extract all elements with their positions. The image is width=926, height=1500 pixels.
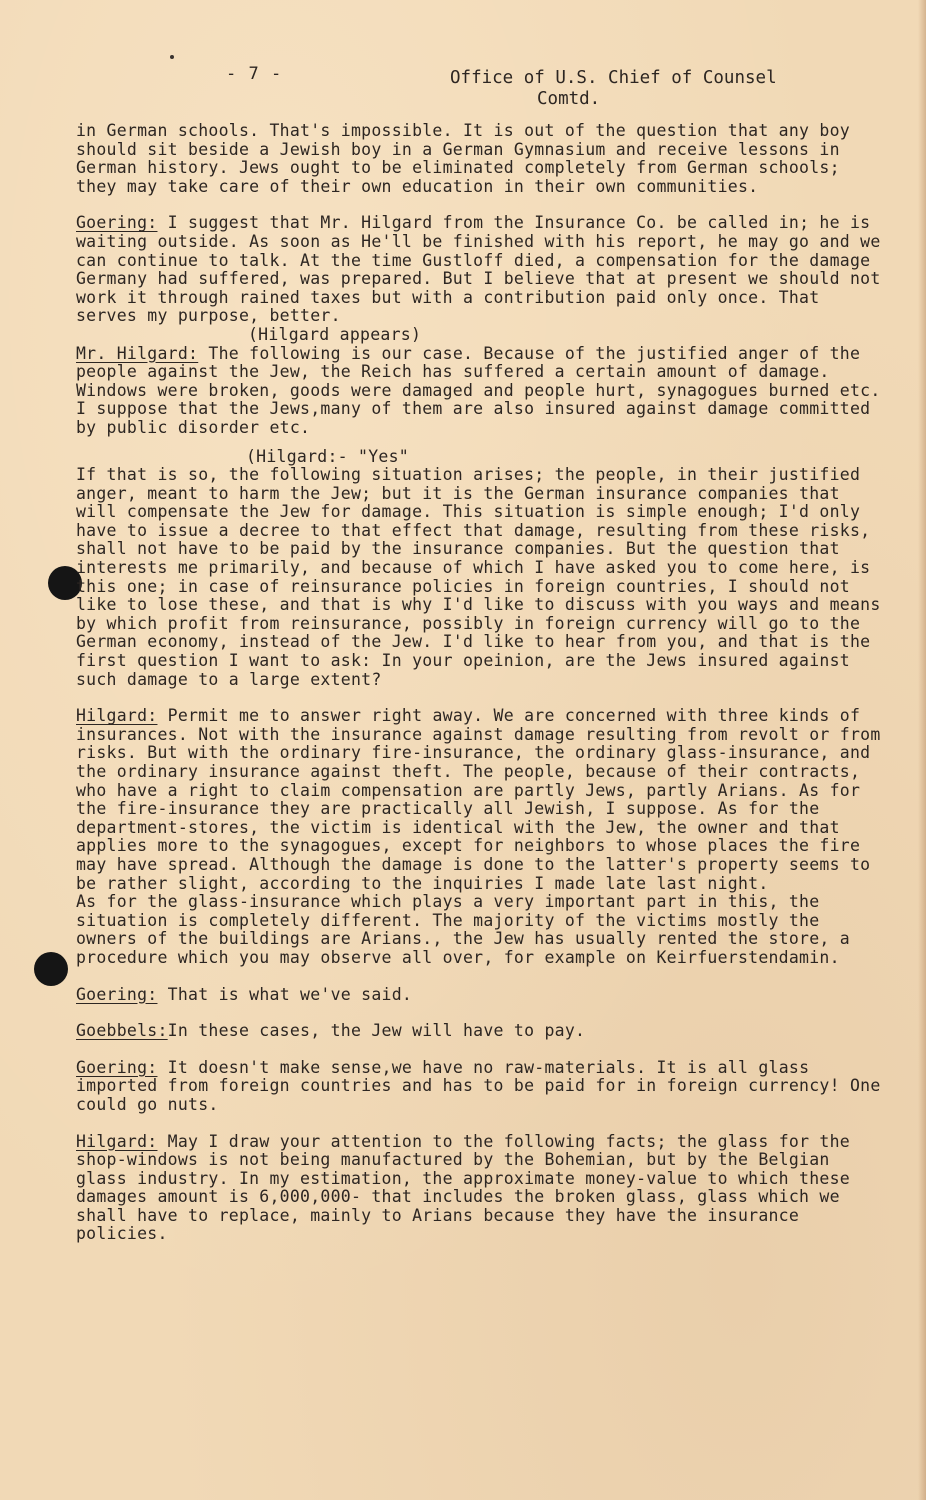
speaker-label: Mr. Hilgard: <box>76 343 199 363</box>
continued-label: Comtd. <box>537 89 601 109</box>
page-edge-shadow <box>918 0 926 1500</box>
office-title: Office of U.S. Chief of Counsel <box>450 68 777 88</box>
speaker-label: Goering: <box>76 1057 158 1077</box>
speaker-label: Goering: <box>76 213 158 233</box>
paragraph-hilgard-2 <box>76 707 882 893</box>
paragraph-text: As for the glass-insurance which plays a very important part in this, the situation is completely different. The majority of the victims mostly the owners of the buildings are Arians., the Jew has usually rented the store, a procedure which you may observe all over, for example on Keirfuerstendamin. <box>76 892 850 967</box>
stage-direction-hilgard-appears: (Hilgard appears) <box>248 324 422 344</box>
paragraph-text: I suggest that Mr. Hilgard from the Insurance Co. be called in; he is waiting outside. As soon as He'll be finished with his report, he may go and we can continue to talk. At the time Gustloff died, a compensation for the damage Germany had suffered, was prepared. But I believe that at present we should not work it through rained taxes but with a contribution paid only once. That serves my purpose, better. <box>76 213 881 326</box>
page-header <box>0 62 926 112</box>
paragraph-1 <box>76 122 882 196</box>
paragraph-goering-2 <box>76 986 882 1005</box>
paragraph-1-text: in German schools. That's impossible. It is out of the question that any boy should sit beside a Jewish boy in a German Gymnasium and receive lessons in German history. Jews ought to be eliminated completely from German schools; they may take care of their own education in their own communities. <box>76 121 850 196</box>
punch-hole-lower <box>34 952 68 986</box>
page-number: - 7 - <box>226 64 283 84</box>
paragraph-goering-continued <box>76 466 882 689</box>
paragraph-goebbels-1 <box>76 1022 882 1041</box>
ink-speck <box>170 55 174 59</box>
paragraph-text: May I draw your attention to the following facts; the glass for the shop-windows is not being manufactured by the Bohemian, but by the Belgian glass industry. In my estimation, the approximate money-value to which these damages amount is 6,000,000- that includes the broken glass, glass which we shall have to replace, mainly to Arians because they have the insurance policies. <box>76 1131 850 1244</box>
paragraph-text: Permit me to answer right away. We are concerned with three kinds of insurances. Not with the insurance against damage resulting from revolt or from risks. But with the ordinary fire-insurance, the ordinary glass-insurance, and the ordinary insurance against theft. The people, because of their contracts, who have a right to claim compensation are partly Jews, partly Arians. As for the fire-insurance they are practically all Jewish, I suppose. As for the department-stores, the victim is identical with the Jew, the owner and that applies more to the synagogues, except for neighbors to whose places the fire may have spread. Although the damage is done to the latter's property seems to be rather slight, according to the inquiries I made late last night. <box>76 706 881 893</box>
transcript-body <box>76 122 882 1262</box>
office-heading <box>450 68 777 110</box>
paragraph-hilgard-4 <box>76 1133 882 1245</box>
speaker-label: Hilgard: <box>76 1131 158 1151</box>
paragraph-goering-3 <box>76 1059 882 1115</box>
paragraph-text: The following is our case. Because of the justified anger of the people against the Jew, the Reich has suffered a certain amount of damage. Windows were broken, goods were damaged and people hurt, synagogues burned etc. I suppose that the Jews,many of them are also insured against damage committed by public disorder etc. <box>76 343 881 437</box>
paragraph-goering-1 <box>76 214 882 326</box>
paragraph-text: In these cases, the Jew will have to pay. <box>167 1021 586 1041</box>
stage-direction-hilgard-yes: (Hilgard:- "Yes" <box>246 446 409 466</box>
paragraph-text: If that is so, the following situation arises; the people, in their justified anger, meant to harm the Jew; but it is the German insurance companies that will compensate the Jew for damage. This situation is simple enough; I'd only have to issue a decree to that effect that damage, resulting from these risks, shall not have to be paid by the insurance companies. But the question that interests me primarily, and because of which I have asked you to come here, is this one; in case of reinsurance policies in foreign countries, I should not like to lose these, and that is why I'd like to discuss with you ways and means by which profit from reinsurance, possibly in foreign currency will go to the German economy, instead of the Jew. I'd like to hear from you, and that is the first question I want to ask: In your opeinion, are the Jews insured against such damage to a large extent? <box>76 465 881 689</box>
speaker-label: Goebbels: <box>76 1021 168 1041</box>
speaker-label: Hilgard: <box>76 706 158 726</box>
paragraph-text: It doesn't make sense,we have no raw-materials. It is all glass imported from foreign countries and has to be paid for in foreign currency! One could go nuts. <box>76 1057 881 1114</box>
paragraph-hilgard-1 <box>76 345 882 438</box>
speaker-label: Goering: <box>76 984 158 1004</box>
paragraph-hilgard-3 <box>76 893 882 967</box>
paragraph-text: That is what we've said. <box>157 984 413 1004</box>
